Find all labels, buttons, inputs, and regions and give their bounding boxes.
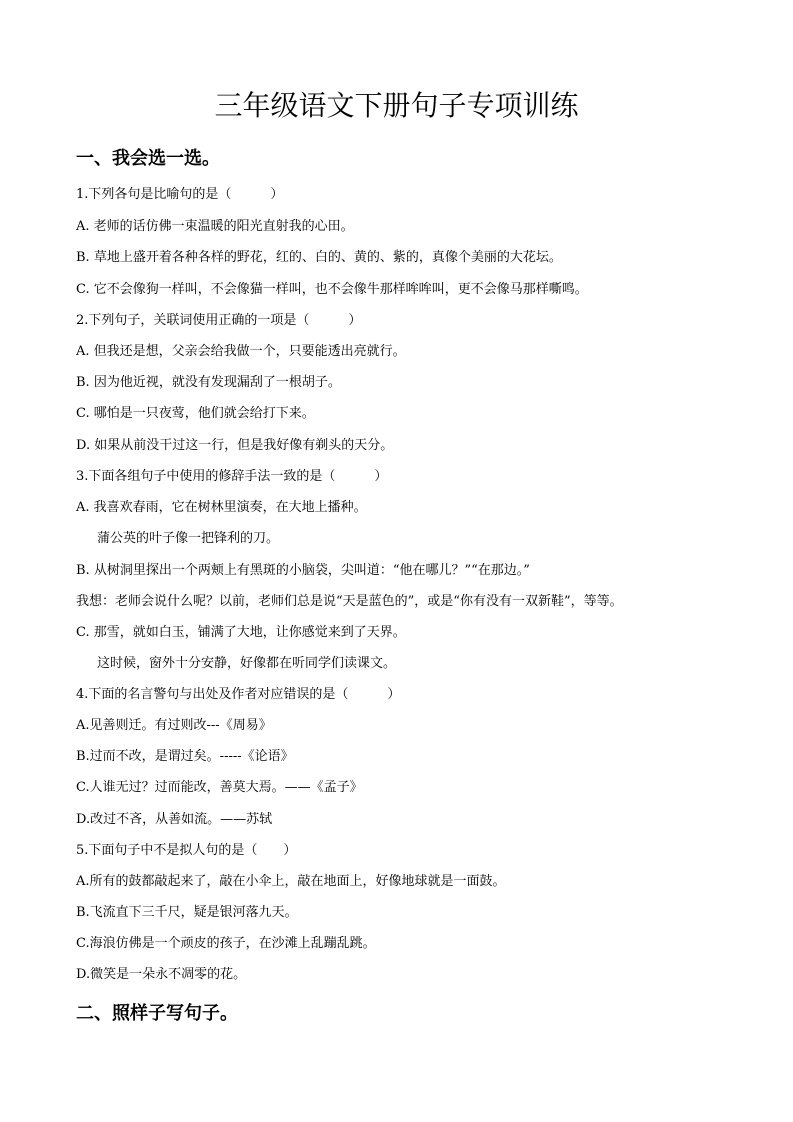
- question-3-stem: 3.下面各组句子中使用的修辞手法一致的是（ ）: [76, 469, 388, 484]
- question-4-stem: 4.下面的名言警句与出处及作者对应错误的是（ ）: [76, 687, 401, 702]
- question-1-stem: 1.下列各句是比喻句的是（ ）: [76, 187, 284, 202]
- question-3-option-a-line1: A. 我喜欢春雨，它在树林里演奏，在大地上播种。: [76, 500, 367, 515]
- question-3-option-b-line2: 我想：老师会说什么呢？以前，老师们总是说“天是蓝色的”，或是“你有没有一双新鞋”，等等。: [76, 594, 623, 609]
- question-5-option-b: B.飞流直下三千尺，疑是银河落九天。: [76, 905, 298, 920]
- question-1-option-a: A. 老师的话仿佛一束温暖的阳光直射我的心田。: [76, 219, 354, 234]
- question-2-option-d: D. 如果从前没干过这一行，但是我好像有剃头的天分。: [76, 438, 394, 453]
- document-title: 三年级语文下册句子专项训练: [214, 89, 579, 122]
- question-3-option-a-line2: 蒲公英的叶子像一把锋利的刀。: [97, 531, 280, 546]
- question-4-option-a: A.见善则迁。有过则改---《周易》: [76, 718, 272, 733]
- question-2-option-c: C. 哪怕是一只夜莺，他们就会给打下来。: [76, 406, 315, 421]
- section-heading-2: 二、照样子写句子。: [76, 1003, 238, 1024]
- question-4-option-b: B.过而不改，是谓过矣。-----《论语》: [76, 749, 294, 764]
- question-3-option-c-line1: C. 那雪，就如白玉，铺满了大地，让你感觉来到了天界。: [76, 625, 406, 640]
- question-4-option-c: C.人谁无过？过而能改，善莫大焉。——《孟子》: [76, 780, 363, 795]
- question-1-option-c: C. 它不会像狗一样叫，不会像猫一样叫，也不会像牛那样哞哞叫，更不会像马那样嘶鸣。: [76, 282, 588, 297]
- question-5-option-d: D.微笑是一朵永不凋零的花。: [76, 967, 247, 982]
- question-1-option-b: B. 草地上盛开着各种各样的野花，红的、白的、黄的、紫的，真像个美丽的大花坛。: [76, 250, 562, 265]
- question-5-option-a: A.所有的鼓都敲起来了，敲在小伞上，敲在地面上，好像地球就是一面鼓。: [76, 874, 506, 889]
- question-5-option-c: C.海浪仿佛是一个顽皮的孩子，在沙滩上乱蹦乱跳。: [76, 936, 376, 951]
- question-3-option-c-line2: 这时候，窗外十分安静，好像都在听同学们读课文。: [97, 656, 397, 671]
- question-2-option-b: B. 因为他近视，就没有发现漏刮了一根胡子。: [76, 375, 341, 390]
- question-5-stem: 5.下面句子中不是拟人句的是（ ）: [76, 843, 297, 858]
- question-3-option-b-line1: B. 从树洞里探出一个两颊上有黑斑的小脑袋，尖叫道：“他在哪儿？”“在那边。”: [76, 563, 530, 578]
- question-4-option-d: D.改过不吝，从善如流。——苏轼: [76, 812, 273, 827]
- question-2-stem: 2.下列句子，关联词使用正确的一项是（ ）: [76, 313, 362, 328]
- question-2-option-a: A. 但我还是想，父亲会给我做一个，只要能透出亮就行。: [76, 344, 406, 359]
- section-heading-1: 一、我会选一选。: [76, 148, 220, 169]
